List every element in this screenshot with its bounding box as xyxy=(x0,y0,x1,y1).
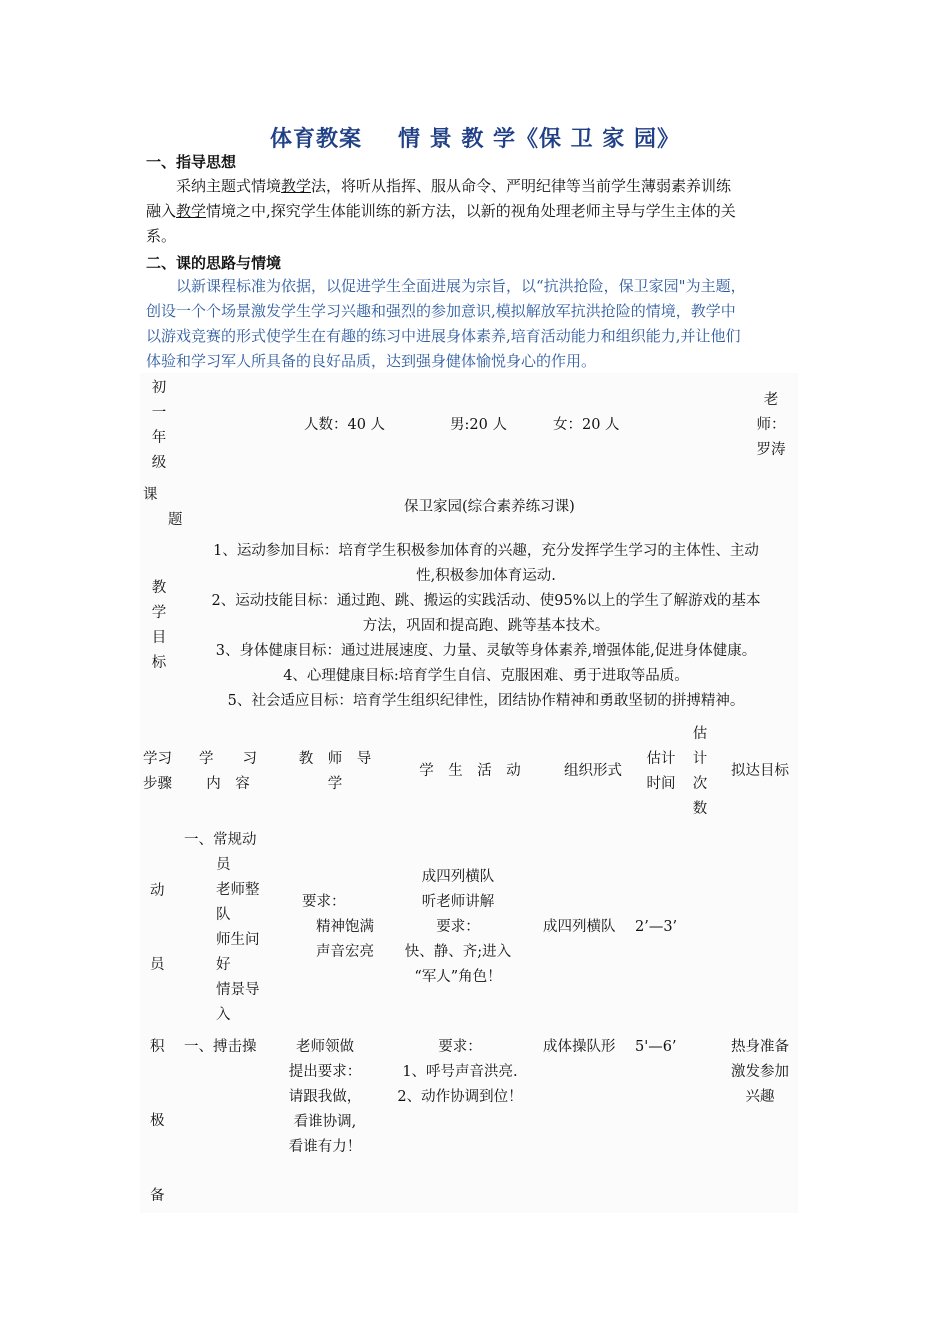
row2-student: 要求： 1、呼号声音洪亮. 2、动作协调到位！ xyxy=(397,1039,523,1105)
row2-teacher: 老师领做 提出要求： 请跟我做， 看谁协调, 看谁有力！ xyxy=(288,1039,362,1155)
section2-body: 以新课程标准为依据，以促进学生全面进展为宗旨，以“抗洪抢险，保卫家园"为主题， 创设一个个场景激发学生学习兴趣和强烈的参加意识,模拟解放军抗洪抢险的情境，教学中 以游戏竞赛的形式使学生在有趣的练习中进展身体素养,培育活动能力和组织能力,并让他们 体验和学习军人所具备的良好品质，达到强身健体愉悦身心的作用。 xyxy=(146,277,746,370)
title-left: 体育教案 xyxy=(270,126,363,152)
header-step: 学习 步骤 xyxy=(143,751,172,792)
row2-step-2: 极 xyxy=(150,1113,165,1129)
row1-time: 2’—3’ xyxy=(635,919,678,935)
title-right: 情 景 教 学《保 卫 家 园》 xyxy=(398,126,680,152)
row2-content: 一、搏击操 xyxy=(184,1039,257,1055)
header-teacher: 教 师 导 学 xyxy=(298,751,372,792)
row2-target: 热身准备 激发参加 兴趣 xyxy=(731,1039,789,1105)
row1-org: 成四列横队 xyxy=(543,919,616,935)
link-teaching-2[interactable]: 教学 xyxy=(176,202,207,220)
row1-teacher: 要求： 精神饱满 声音宏亮 xyxy=(302,894,374,960)
topic-value: 保卫家园(综合素养练习课) xyxy=(404,499,575,515)
header-content: 学 习 内 容 xyxy=(199,751,257,792)
row2-step-1: 积 xyxy=(150,1039,165,1055)
section2-heading: 二、课的思路与情境 xyxy=(146,254,282,272)
lesson-table xyxy=(140,373,798,1213)
header-student: 学 生 活 动 xyxy=(419,763,521,779)
section1-body: 采纳主题式情境教学法，将听从指挥、服从命令、严明纪律等当前学生薄弱素养训练 融入教学情境之中,探究学生体能训练的新方法，以新的视角处理老师主导与学生主体的关 系。 xyxy=(146,177,736,245)
row1-content: 一、常规动 员 老师整 队 师生问 好 情景导 入 xyxy=(184,832,260,1023)
goals-list: 1、运动参加目标：培育学生积极参加体育的兴趣，充分发挥学生学习的主体性、主动 性,积极参加体育运动. 2、运动技能目标：通过跑、跳、搬运的实践活动、使95%以上的学生了解游戏的基本 方法，巩固和提高跑、跳等基本技术。 3、身体健康目标：通过进展速度、力量、灵敏等身体素养,增强体能,促进身体健康。 4、心理健康目标:培育学生自信、克服困难、勇于进取等品质。 5、社会适应目标：培育学生组织纪律性，团结协作精神和勇敢坚韧的拼搏精神。 xyxy=(211,543,761,709)
row2-step-3: 备 xyxy=(150,1188,165,1204)
student-count: 人数：40 人 xyxy=(304,417,386,433)
goals-label: 教 学 目 标 xyxy=(151,580,167,671)
header-target: 拟达目标 xyxy=(731,763,789,779)
link-teaching-1[interactable]: 教学 xyxy=(281,177,312,195)
page-title xyxy=(0,122,950,153)
row1-step-2: 员 xyxy=(150,957,165,973)
row1-step-1: 动 xyxy=(150,883,165,899)
header-time: 估计 时间 xyxy=(646,751,676,792)
header-org: 组织形式 xyxy=(564,763,622,779)
male-count: 男:20 人 xyxy=(450,417,507,433)
header-times: 估 计 次 数 xyxy=(692,726,708,817)
teacher-cell: 老 师： 罗涛 xyxy=(756,392,786,458)
female-count: 女：20 人 xyxy=(553,417,620,433)
row2-org: 成体操队形 xyxy=(543,1039,616,1055)
topic-label-1: 课 xyxy=(143,487,158,503)
section1-heading: 一、指导思想 xyxy=(146,153,237,171)
topic-label-2: 题 xyxy=(168,512,183,528)
row1-student: 成四列横队 听老师讲解 要求： 快、静、齐;进入 “军人”角色！ xyxy=(404,869,512,985)
row2-time: 5'—6’ xyxy=(635,1039,677,1055)
grade-cell: 初 一 年 级 xyxy=(151,380,167,471)
